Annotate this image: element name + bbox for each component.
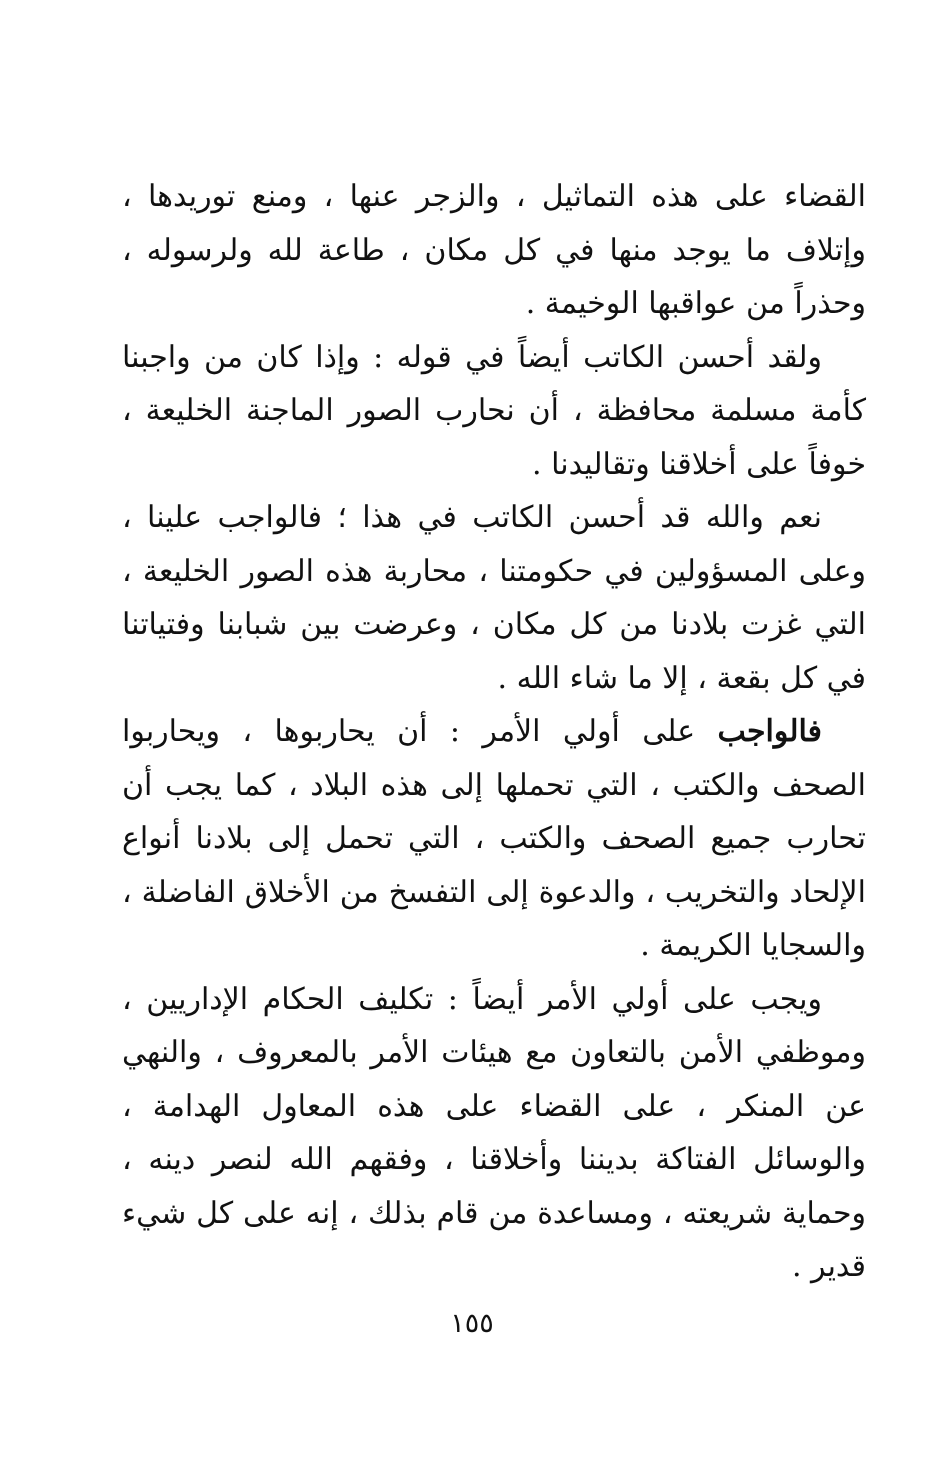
paragraph-4-text: على أولي الأمر : أن يحاربوها ، ويحاربوا الصحف والكتب ، التي تحملها إلى هذه البلاد ، كما يجب أن تحارب جميع الصحف والكتب ، التي تحمل إلى بلادنا أنواع الإلحاد والتخريب ، والدعوة إلى التفسخ من الأخلاق الفاضلة ، والسجايا الكريمة . bbox=[122, 714, 866, 963]
page-number: ١٥٥ bbox=[450, 1308, 494, 1339]
paragraph-5 bbox=[122, 973, 866, 1294]
page-body bbox=[122, 170, 866, 1294]
paragraph-1-text: القضاء على هذه التماثيل ، والزجر عنها ، ومنع توريدها ، وإتلاف ما يوجد منها في كل مكان ، طاعة لله ولرسوله ، وحذراً من عواقبها الوخيمة . bbox=[122, 179, 866, 321]
paragraph-4 bbox=[122, 705, 866, 973]
paragraph-2-text: ولقد أحسن الكاتب أيضاً في قوله : وإذا كان من واجبنا كأمة مسلمة محافظة ، أن نحارب الصور الماجنة الخليعة ، خوفاً على أخلاقنا وتقاليدنا . bbox=[122, 339, 866, 482]
paragraph-4-lead: فالواجب bbox=[717, 714, 822, 749]
paragraph-3-text: نعم والله قد أحسن الكاتب في هذا ؛ فالواجب علينا ، وعلى المسؤولين في حكومتنا ، محاربة هذه الصور الخليعة ، التي غزت بلادنا من كل مكان ، وعرضت بين شبابنا وفتياتنا في كل بقعة ، إلا ما شاء الله . bbox=[122, 500, 866, 696]
paragraph-5-text: ويجب على أولي الأمر أيضاً : تكليف الحكام الإداريين ، وموظفي الأمن بالتعاون مع هيئات الأمر بالمعروف ، والنهي عن المنكر ، على القضاء على هذه المعاول الهدامة ، والوسائل الفتاكة بديننا وأخلاقنا ، وفقهم الله لنصر دينه ، وحماية شريعته ، ومساعدة من قام بذلك ، إنه على كل شيء قدير . bbox=[122, 981, 866, 1284]
paragraph-3 bbox=[122, 491, 866, 705]
paragraph-2 bbox=[122, 331, 866, 492]
paragraph-1 bbox=[122, 170, 866, 331]
